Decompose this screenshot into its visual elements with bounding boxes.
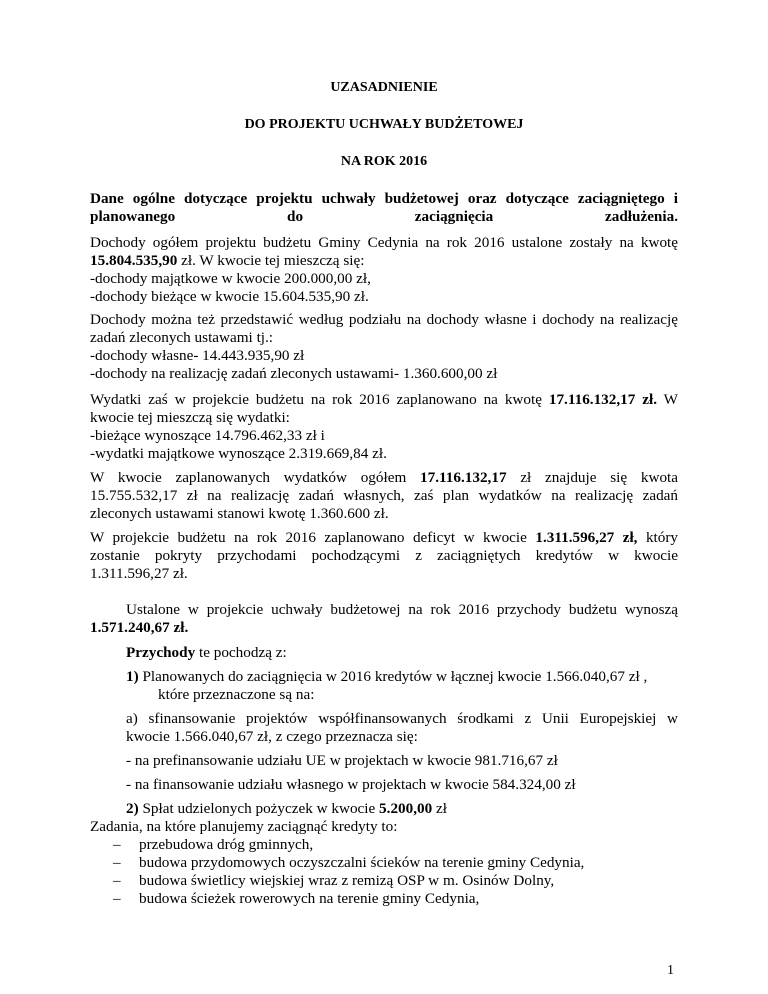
source-item-1 [126,668,678,686]
revenue-amount: 1.571.240,67 zł. [90,619,189,636]
revenue-paragraph [90,601,678,637]
sources-heading-bold: Przychody [126,644,196,661]
revenue-line2 [90,619,678,637]
planned-line1-text: W kwocie zaplanowanych wydatków ogółem [90,469,421,486]
dash-bullet: – [113,872,121,889]
source-item-2-unit: zł [432,800,447,817]
expenses-line1 [90,391,678,409]
task-item [113,836,693,854]
income-paragraph [90,234,678,306]
task-item-text: budowa przydomowych oczyszczalni ścieków na terenie gminy Cedynia, [139,854,585,871]
doc-title: UZASADNIENIE [330,80,438,95]
expenses-current-line: -bieżące wynoszące 14.796.462,33 zł i [90,427,325,444]
income-split-paragraph [90,311,678,383]
sources-heading [126,644,678,662]
revenue-line1: Ustalone w projekcie uchwały budżetowej na rok 2016 przychody budżetu wynoszą [126,601,678,618]
source-item-2-text: Spłat udzielonych pożyczek w kwocie [138,800,380,817]
income-total-amount: 15.804.535,90 [90,252,178,269]
source-item-1-text: Planowanych do zaciągnięcia w 2016 kredytów w łącznej kwocie 1.566.040,67 zł , [138,668,648,685]
income-line2-rest: zł. W kwocie tej mieszczą się: [177,252,365,269]
source-item-1-number: 1) [126,668,139,685]
intro-heading [90,190,678,226]
dash-bullet: – [113,854,121,871]
income-own-line: -dochody własne- 14.443.935,90 zł [90,347,305,364]
task-item-text: budowa świetlicy wiejskiej wraz z remizą OSP w m. Osinów Dolny, [139,872,555,889]
source-item-2-amount: 5.200,00 [379,800,433,817]
page-number: 1 [667,963,674,978]
income-split-line1: Dochody można też przedstawić według podziału na dochody własne i dochody na realizację [90,311,678,328]
task-item-text: przebudowa dróg gminnych, [139,836,314,853]
own-share-line: - na finansowanie udziału własnego w projektach w kwocie 584.324,00 zł [126,776,576,793]
task-item-text: budowa ścieżek rowerowych na terenie gminy Cedynia, [139,890,480,907]
expenses-line2: kwocie tej mieszczą się wydatki: [90,409,290,426]
deficit-line1 [90,529,678,547]
source-item-2-number: 2) [126,800,139,817]
expenses-property-line: -wydatki majątkowe wynoszące 2.319.669,84 zł. [90,445,387,462]
intro-heading-text: Dane ogólne dotyczące projektu uchwały budżetowej oraz dotyczące zaciągniętego i planowanego do zaciągnięcia zadłużenia. [90,190,678,225]
doc-subtitle: DO PROJEKTU UCHWAŁY BUDŻETOWEJ [244,117,524,132]
income-property-line: -dochody majątkowe w kwocie 200.000,00 zł, [90,270,371,287]
income-line2 [90,252,678,270]
deficit-line1-end: który [637,529,679,546]
planned-line1 [90,469,678,487]
deficit-paragraph [90,529,678,583]
expenses-total-amount: 17.116.132,17 zł. [548,391,658,408]
source-item-2 [126,800,678,818]
deficit-line2: zostanie pokryty przychodami pochodzącymi z zaciągniętych kredytów w kwocie [90,547,678,564]
expenses-line1-end: W [657,391,679,408]
task-item [113,854,693,872]
task-item [113,872,693,890]
sub-a-line2: kwocie 1.566.040,67 zł, z czego przeznacza się: [126,728,418,745]
revenue-sources [126,644,678,818]
income-line1: Dochody ogółem projektu budżetu Gminy Cedynia na rok 2016 ustalone zostały na kwotę [90,234,678,251]
sub-a-line1: a) sfinansowanie projektów współfinansowanych środkami z Unii Europejskiej w [126,710,678,727]
income-delegated-line: -dochody na realizację zadań zleconych ustawami- 1.360.600,00 zł [90,365,498,382]
planned-line2: 15.755.532,17 zł na realizację zadań własnych, zaś plan wydatków na realizację zadań [90,487,678,504]
dash-bullet: – [113,890,121,907]
planned-expenses-paragraph [90,469,678,523]
expenses-line1-text: Wydatki zaś w projekcie budżetu na rok 2016 zaplanowano na kwotę [90,391,549,408]
dash-bullet: – [113,836,121,853]
planned-line1-end: zł znajduje się kwota [506,469,679,486]
sources-heading-rest: te pochodzą z: [195,644,287,661]
tasks-intro: Zadania, na które planujemy zaciągnąć kredyty to: [90,818,398,835]
expenses-paragraph [90,391,678,463]
deficit-line3: 1.311.596,27 zł. [90,565,188,582]
prefinance-line: - na prefinansowanie udziału UE w projektach w kwocie 981.716,67 zł [126,752,558,769]
doc-year: NA ROK 2016 [340,154,428,169]
task-item [113,890,693,908]
deficit-line1-text: W projekcie budżetu na rok 2016 zaplanowano deficyt w kwocie [90,529,536,546]
planned-line3: zleconych ustawami stanowi kwotę 1.360.600 zł. [90,505,389,522]
deficit-amount: 1.311.596,27 zł, [535,529,638,546]
planned-total-amount: 17.116.132,17 [420,469,507,486]
income-current-line: -dochody bieżące w kwocie 15.604.535,90 zł. [90,288,369,305]
source-item-1-line2: które przeznaczone są na: [158,686,315,703]
income-split-line2: zadań zleconych ustawami tj.: [90,329,274,346]
